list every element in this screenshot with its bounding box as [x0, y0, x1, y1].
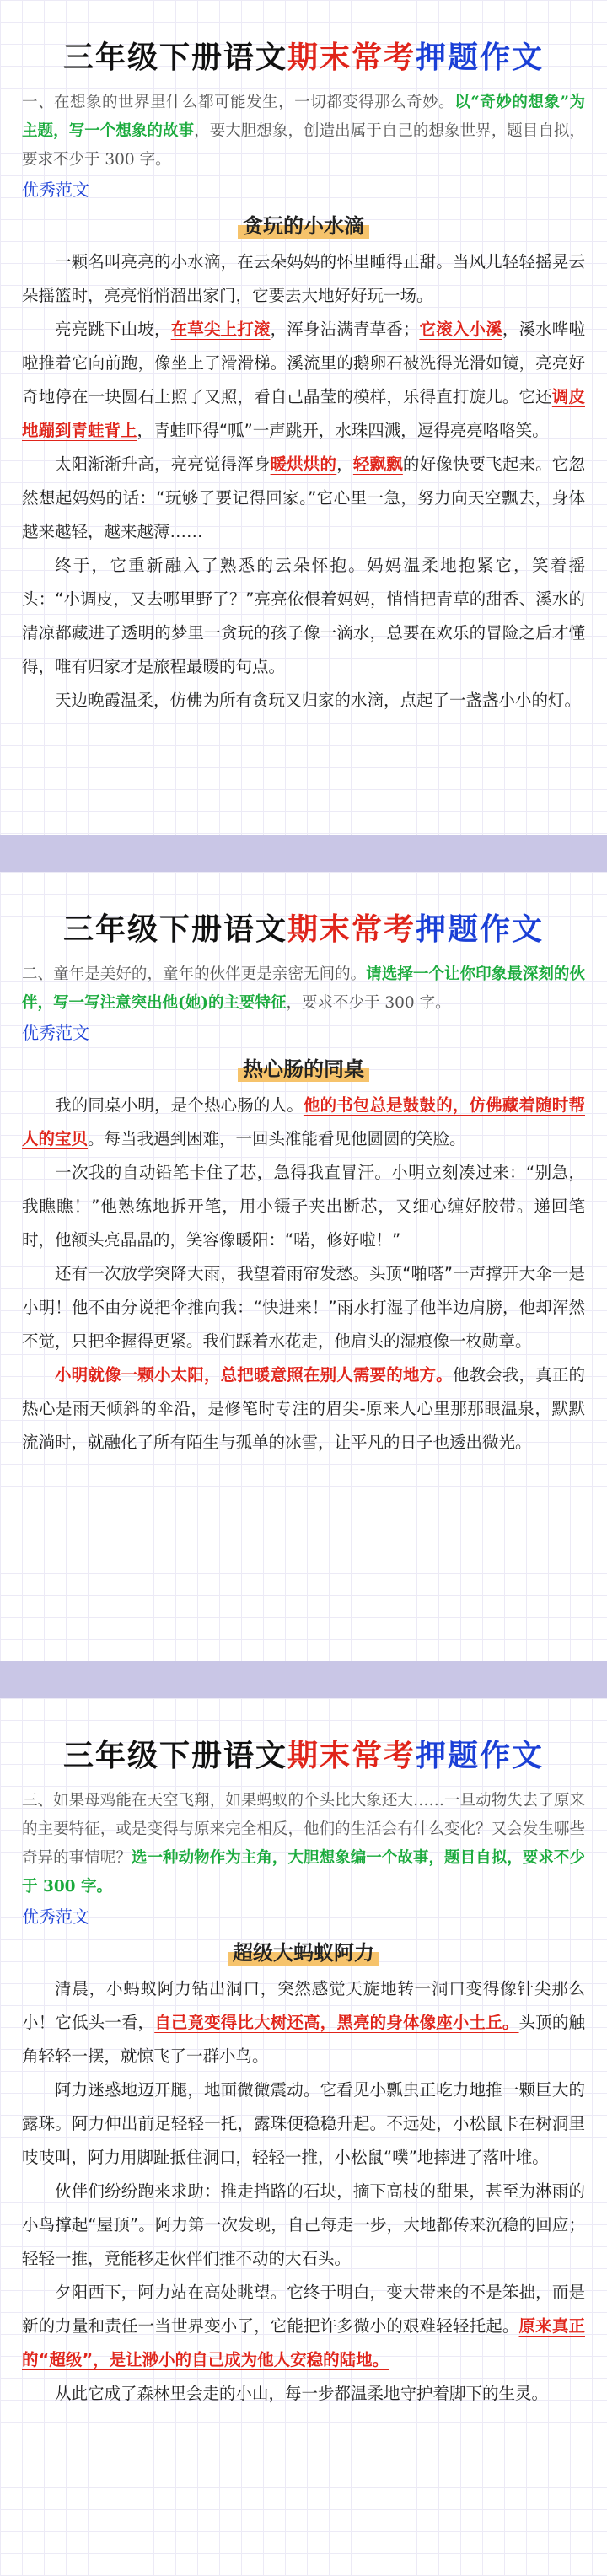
- paragraph-text: ，溪水哗啦啦推着它向前跑，像坐上了滑滑梯。溪流里的鹅卵石被洗得光滑如镜，亮亮好奇地停在一块圆石上照了又照，看自己晶莹的模样，乐得直打旋儿。它还: [22, 320, 585, 406]
- essay-paragraph: [22, 448, 585, 549]
- paragraph-text: 他教会我，真正的热心是雨天倾斜的伞沿，是修笔时专注的眉尖-原来人心里那那眼温泉，默默流淌时，就融化了所有陌生与孤单的冰雪，让平凡的日子也透出微光。: [22, 1365, 585, 1452]
- essay-body: [22, 1089, 585, 1460]
- essay-title: 贪玩的小水滴: [22, 209, 585, 239]
- highlighted-phrase: 原来真正的“超级”，是让渺小的自己成为他人安稳的陆地。: [22, 2316, 585, 2369]
- highlighted-phrase: 它滚入小溪: [419, 320, 502, 339]
- highlighted-phrase: 调皮地蹦到青蛙背上: [22, 387, 585, 440]
- essay-body: [22, 245, 585, 718]
- paragraph-text: 的好像快要飞起来。它忽然想起妈妈的话：“玩够了要记得回家。”它心里一急，努力向天空飘去，身体越来越轻，越来越薄……: [22, 454, 585, 541]
- essay-prompt: 二、童年是美好的，童年的伙伴更是亲密无间的。请选择一个让你印象最深刻的伙伴，写一写注意突出他(她)的主要特征，要求不少于 300 字。: [22, 965, 585, 1012]
- paragraph-text: 从此它成了森林里会走的小山，每一步都温柔地守护着脚下的生灵。: [55, 2384, 549, 2403]
- paragraph-text: 夕阳西下，阿力站在高处眺望。它终于明白，变大带来的不是笨拙，而是新的力量和责任一当世界变小了，它能把许多微小的艰难轻轻托起。: [22, 2283, 585, 2336]
- essay-card-2: [0, 872, 607, 1661]
- page-title: 三年级下册语文期末常考押题作文: [62, 40, 545, 75]
- paragraph-text: 太阳渐渐升高，亮亮觉得浑身: [55, 454, 271, 474]
- essay-paragraph: [22, 2073, 585, 2175]
- page-title: 三年级下册语文期末常考押题作文: [62, 1739, 545, 1773]
- essay-prompt: 一、在想象的世界里什么都可能发生，一切都变得那么奇妙。以“奇妙的想象”为主题，写一个想象的故事，要大胆想象，创造出属于自己的想象世界，题目自拟，要求不少于 300 字。: [22, 94, 585, 169]
- essay-card-3: [0, 1698, 607, 2576]
- highlighted-phrase: 轻飘飘: [352, 454, 403, 474]
- essay-paragraph: [22, 549, 585, 684]
- paragraph-text: 终于，它重新融入了熟悉的云朵怀抱。妈妈温柔地抱紧它，笑着摇头：“小调皮，又去哪里野了？”亮亮依偎着妈妈，悄悄把青草的甜香、溪水的清凉都藏进了透明的梦里一贪玩的孩子像一滴水，总要在欢乐的冒险之后才懂得，唯有归家才是旅程最暖的句点。: [22, 556, 585, 676]
- sample-essay-label: 优秀范文: [22, 1023, 89, 1043]
- paragraph-text: ，浑身沾满青草香；: [270, 320, 420, 339]
- essay-title: 超级大蚂蚁阿力: [22, 1936, 585, 1966]
- highlighted-phrase: 暖烘烘的: [270, 454, 337, 474]
- essay-paragraph: [22, 2276, 585, 2377]
- essay-paragraph: [22, 1257, 585, 1358]
- essay-title: 热心肠的同桌: [22, 1052, 585, 1082]
- sample-essay-label: 优秀范文: [22, 1906, 89, 1927]
- paragraph-text: ，青蛙吓得“呱”一声跳开，水珠四溅，逗得亮亮咯咯笑。: [137, 421, 549, 440]
- paragraph-text: 阿力迷惑地迈开腿，地面微微震动。它看见小瓢虫正吃力地推一颗巨大的露珠。阿力伸出前足轻轻一托，露珠便稳稳升起。不远处，小松鼠卡在树洞里吱吱叫，阿力用脚趾抵住洞口，轻轻一推，小松鼠“噗”地摔进了落叶堆。: [22, 2080, 585, 2167]
- paragraph-text: 一颗名叫亮亮的小水滴，在云朵妈妈的怀里睡得正甜。当风儿轻轻摇晃云朵摇篮时，亮亮悄悄溜出家门，它要去大地好好玩一场。: [22, 252, 585, 305]
- highlighted-phrase: 在草尖上打滚: [170, 320, 271, 339]
- paragraph-text: 天边晚霞温柔，仿佛为所有贪玩又归家的水滴，点起了一盏盏小小的灯。: [55, 691, 582, 710]
- paragraph-text: 头顶的触角轻轻一摆，就惊飞了一群小鸟。: [22, 2013, 585, 2066]
- essay-paragraph: [22, 1972, 585, 2073]
- paragraph-text: ，: [336, 454, 353, 474]
- paragraph-text: 还有一次放学突降大雨，我望着雨帘发愁。头顶“啪嗒”一声撑开大伞一是小明！他不由分说把伞推向我：“快进来！”雨水打湿了他半边肩膀，他却浑然不觉，只把伞握得更紧。我们踩着水花走，他肩头的湿痕像一枚勋章。: [22, 1264, 585, 1351]
- essay-paragraph: [22, 313, 585, 448]
- essay-prompt: 三、如果母鸡能在天空飞翔，如果蚂蚁的个头比大象还大……一旦动物失去了原来的主要特征，或是变得与原来完全相反，他们的生活会有什么变化？又会发生哪些奇异的事情呢？选一种动物作为主角，大胆想象编一个故事，题目自拟，要求不少于 300 字。: [22, 1792, 585, 1896]
- paragraph-text: 亮亮跳下山坡，: [55, 320, 171, 339]
- paragraph-text: 我的同桌小明，是个热心肠的人。: [55, 1095, 304, 1115]
- highlighted-phrase: 他的书包总是鼓鼓的，仿佛藏着随时帮人的宝贝: [22, 1095, 585, 1148]
- essay-paragraph: [22, 245, 585, 313]
- highlighted-phrase: 自己竟变得比大树还高，黑亮的身体像座小土丘。: [154, 2013, 519, 2032]
- paragraph-text: 一次我的自动铅笔卡住了芯，急得我直冒汗。小明立刻凑过来：“别急，我瞧瞧！”他熟练地拆开笔，用小镊子夹出断芯，又细心缠好胶带。递回笔时，他额头亮晶晶的，笑容像暖阳：“喏，修好啦！”: [22, 1163, 585, 1250]
- essay-body: [22, 1972, 585, 2411]
- essay-paragraph: [22, 2377, 585, 2411]
- paragraph-text: 伙伴们纷纷跑来求助：推走挡路的石块，摘下高枝的甜果，甚至为淋雨的小鸟撑起“屋顶”。阿力第一次发现，自己每走一步，大地都传来沉稳的回应；轻轻一推，竟能移走伙伴们推不动的大石头。: [22, 2181, 585, 2268]
- sample-essay-label: 优秀范文: [22, 180, 89, 200]
- essay-card-1: [0, 0, 607, 835]
- page-title: 三年级下册语文期末常考押题作文: [62, 912, 545, 947]
- essay-paragraph: [22, 1089, 585, 1156]
- paragraph-text: 清晨，小蚂蚁阿力钻出洞口，突然感觉天旋地转一洞口变得像针尖那么小！它低头一看，: [22, 1979, 585, 2032]
- paragraph-text: 。每当我遇到困难，一回头准能看见他圆圆的笑脸。: [88, 1129, 466, 1148]
- essay-paragraph: [22, 2175, 585, 2276]
- essay-paragraph: [22, 684, 585, 718]
- highlighted-phrase: 小明就像一颗小太阳，总把暖意照在别人需要的地方。: [55, 1365, 453, 1385]
- essay-paragraph: [22, 1358, 585, 1460]
- essay-paragraph: [22, 1156, 585, 1257]
